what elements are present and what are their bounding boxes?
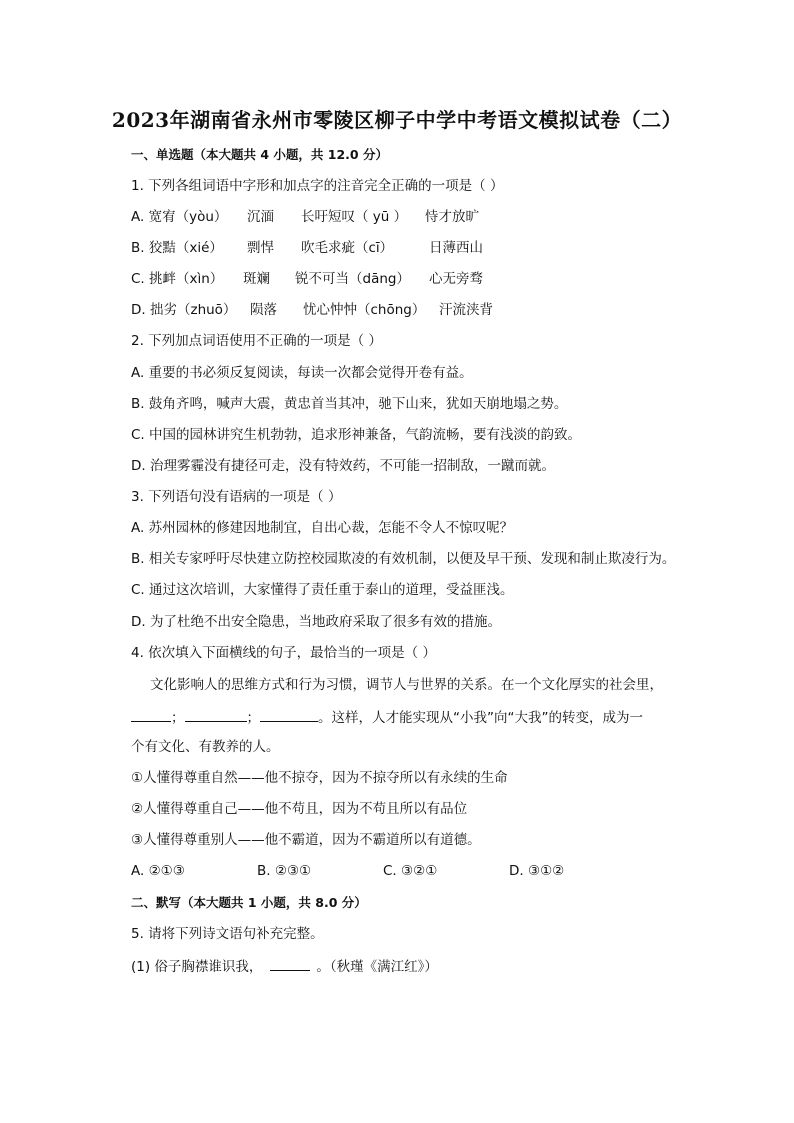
question-2-stem: 2. 下列加点词语使用不正确的一项是（ ） <box>131 333 382 349</box>
question-2-option-c: C. 中国的园林讲究生机勃勃，追求形神兼备，气韵流畅，要有浅淡的韵致。 <box>131 427 582 443</box>
blank-separator-2: ； <box>246 710 260 726</box>
poem-line-tail: 。（秋瑾《满江红》） <box>316 959 438 975</box>
option-a-word-1: A. 宽宥（yòu） <box>131 209 228 225</box>
exam-title: 2023年湖南省永州市零陵区柳子中学中考语文模拟试卷（二） <box>111 108 683 132</box>
option-c-word-4: 心无旁骛 <box>429 271 483 287</box>
option-d-word-4: 汗流浃背 <box>439 302 493 318</box>
question-2-option-d: D. 治理雾霾没有捷径可走，没有特效药，不可能一招制敌，一蹴而就。 <box>131 458 555 474</box>
fill-blank-1 <box>131 707 171 722</box>
question-3-option-d: D. 为了杜绝不出安全隐患，当地政府采取了很多有效的措施。 <box>131 614 501 630</box>
question-4-passage-line-3: 个有文化、有教养的人。 <box>131 739 280 755</box>
question-3-stem: 3. 下列语句没有语病的一项是（ ） <box>131 489 342 505</box>
option-a-word-3: 长吁短叹（ yū ） <box>301 209 408 225</box>
question-1-stem: 1. 下列各组词语中字形和加点字的注音完全正确的一项是（ ） <box>131 178 504 194</box>
question-5-line-1 <box>131 956 438 976</box>
section-heading-dictation: 二、默写（本大题共 1 小题，共 8.0 分） <box>131 895 367 910</box>
question-3-option-a: A. 苏州园林的修建因地制宜，自出心裁，怎能不令人不惊叹呢？ <box>131 520 514 536</box>
question-4-option-c: C. ③②① <box>383 863 438 879</box>
question-4-item-1: ①人懂得尊重自然——他不掠夺，因为不掠夺所以有永续的生命 <box>131 770 508 786</box>
fill-blank-2 <box>185 707 247 722</box>
option-b-word-4: 日薄西山 <box>429 240 483 256</box>
question-4-option-b: B. ②③① <box>257 863 312 879</box>
question-2-option-b: B. 鼓角齐鸣，喊声大震，黄忠首当其冲，驰下山来，犹如天崩地塌之势。 <box>131 396 568 412</box>
question-4-item-2: ②人懂得尊重自己——他不苟且，因为不苟且所以有品位 <box>131 801 468 817</box>
option-c-word-1: C. 挑衅（xìn） <box>131 271 224 287</box>
fill-blank-poem <box>270 956 310 971</box>
option-c-word-2: 斑斓 <box>243 271 270 287</box>
option-b-word-1: B. 狡黠（xié） <box>131 240 223 256</box>
section-heading-single-choice: 一、单选题（本大题共 4 小题，共 12.0 分） <box>131 147 388 162</box>
question-3-option-c: C. 通过这次培训，大家懂得了责任重于泰山的道理，受益匪浅。 <box>131 582 514 598</box>
option-a-word-4: 恃才放旷 <box>425 209 479 225</box>
question-4-item-3: ③人懂得尊重别人——他不霸道，因为不霸道所以有道德。 <box>131 832 481 848</box>
option-b-word-2: 剽悍 <box>247 240 274 256</box>
option-d-word-2: 陨落 <box>250 302 277 318</box>
question-5-stem: 5. 请将下列诗文语句补充完整。 <box>131 926 324 942</box>
question-4-option-a: A. ②①③ <box>131 863 185 879</box>
question-4-stem: 4. 依次填入下面横线的句子，最恰当的一项是（ ） <box>131 645 436 661</box>
question-4-option-d: D. ③①② <box>509 863 565 879</box>
option-a-word-2: 沉湎 <box>247 209 274 225</box>
question-4-passage-line-2 <box>131 707 643 727</box>
option-d-word-1: D. 拙劣（zhuō） <box>131 302 237 318</box>
option-b-word-3: 吹毛求疵（cī） <box>301 240 394 256</box>
question-3-option-b: B. 相关专家呼吁尽快建立防控校园欺凌的有效机制，以便及早干预、发现和制止欺凌行为。 <box>131 551 676 567</box>
option-d-word-3: 忧心忡忡（chōng） <box>303 302 426 318</box>
passage-line-2-tail: 。这样，人才能实现从“小我”向“大我”的转变，成为一 <box>318 710 643 726</box>
question-4-passage-line-1: 文化影响人的思维方式和行为习惯，调节人与世界的关系。在一个文化厚实的社会里， <box>150 677 663 693</box>
poem-line-head: (1) 俗子胸襟谁识我， <box>131 959 263 975</box>
blank-separator-1: ； <box>171 710 185 726</box>
question-2-option-a: A. 重要的书必须反复阅读，每读一次都会觉得开卷有益。 <box>131 365 473 381</box>
fill-blank-3 <box>260 707 318 722</box>
option-c-word-3: 锐不可当（dāng） <box>295 271 410 287</box>
